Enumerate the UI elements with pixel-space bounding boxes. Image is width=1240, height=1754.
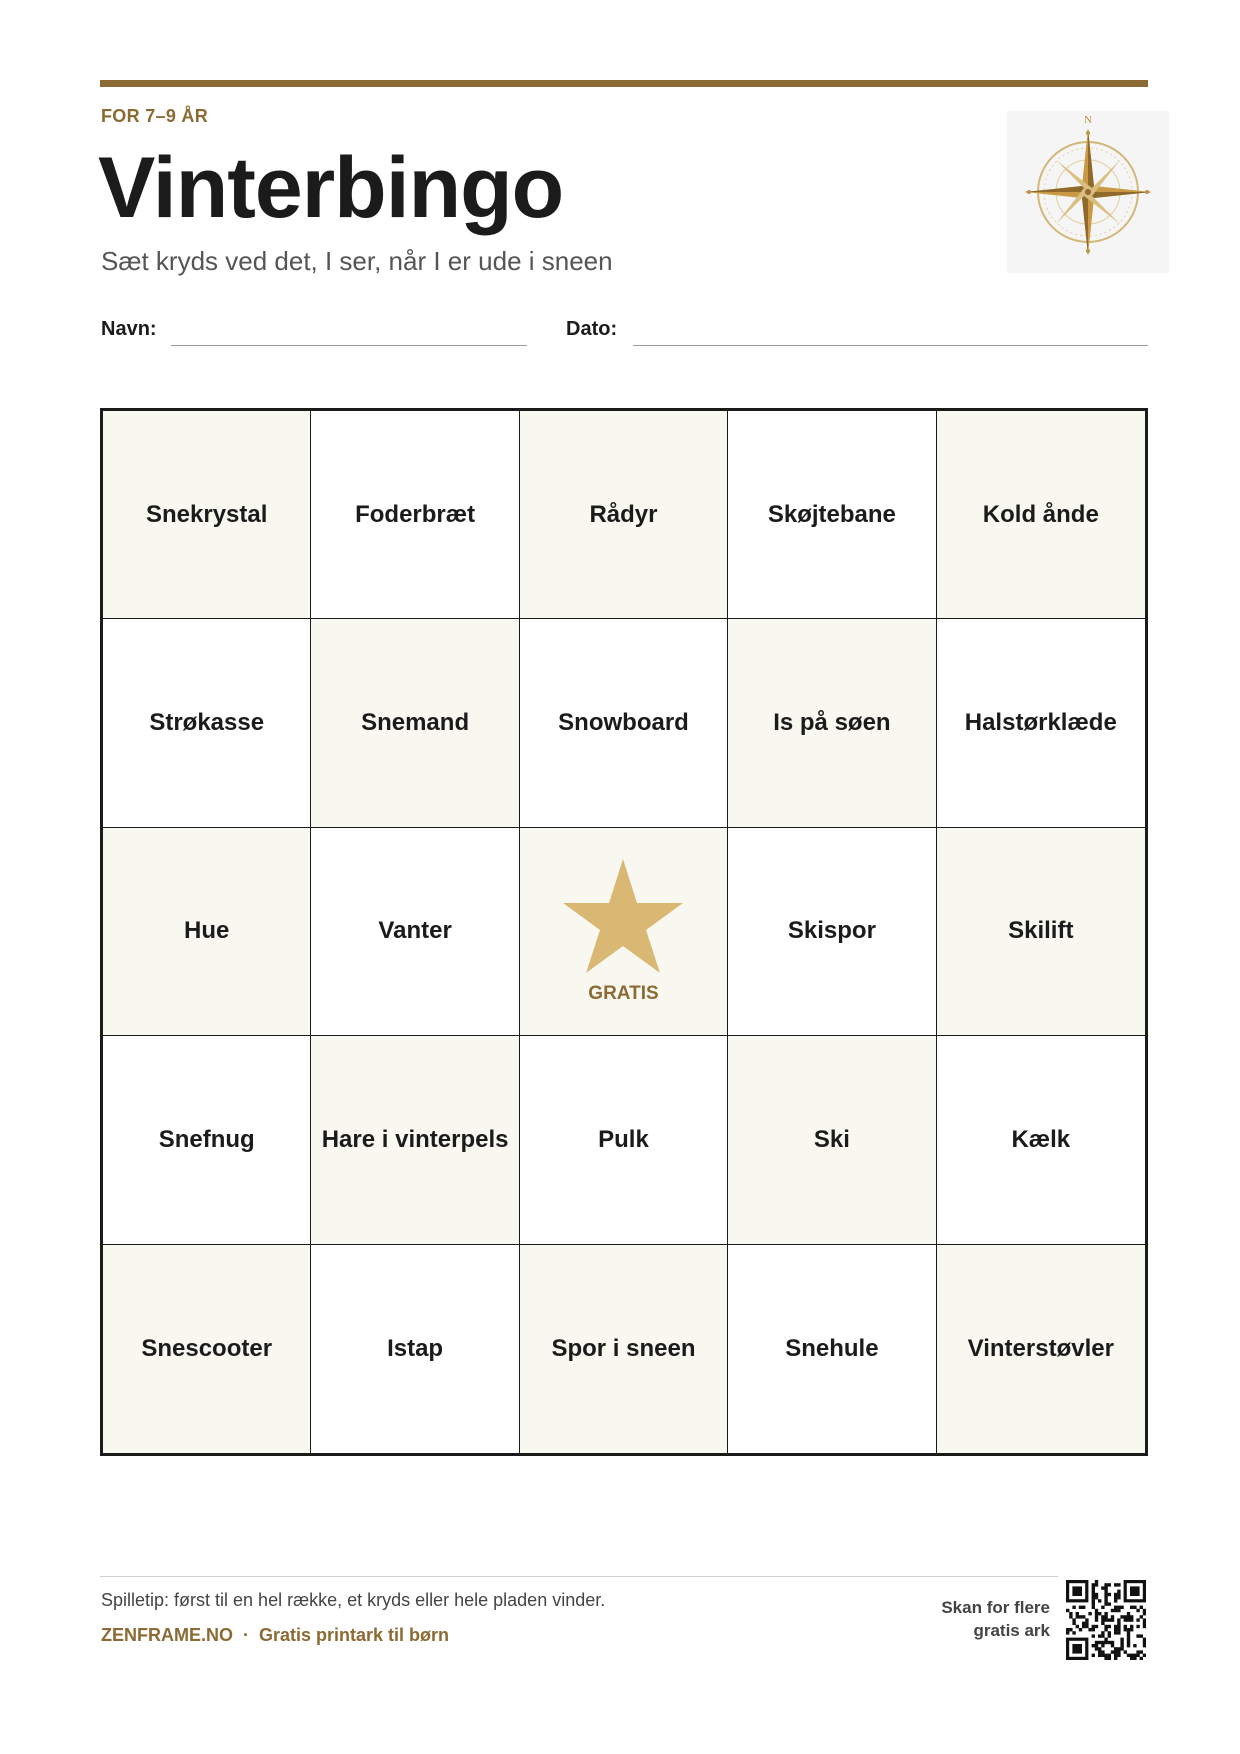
star-icon bbox=[561, 857, 685, 975]
bingo-cell[interactable]: Vanter bbox=[311, 828, 519, 1036]
age-label: FOR 7–9 ÅR bbox=[101, 106, 209, 126]
bingo-cell[interactable]: Kold ånde bbox=[937, 411, 1145, 619]
compass-rose-icon bbox=[1007, 111, 1169, 273]
bingo-grid bbox=[100, 408, 1148, 1456]
brand-tagline: Gratis printark til børn bbox=[259, 1625, 450, 1645]
free-space-cell[interactable] bbox=[520, 828, 728, 1036]
bingo-cell[interactable]: Strøkasse bbox=[103, 619, 311, 827]
bingo-cell[interactable]: Snehule bbox=[728, 1245, 936, 1453]
brand-separator: · bbox=[243, 1625, 249, 1645]
bingo-cell[interactable]: Pulk bbox=[520, 1036, 728, 1244]
bingo-cell[interactable]: Kælk bbox=[937, 1036, 1145, 1244]
scan-caption bbox=[941, 1597, 1050, 1643]
bingo-cell[interactable]: Snemand bbox=[311, 619, 519, 827]
date-field[interactable] bbox=[633, 345, 1148, 346]
bingo-cell[interactable]: Hare i vinterpels bbox=[311, 1036, 519, 1244]
bingo-cell[interactable]: Foderbræt bbox=[311, 411, 519, 619]
page-subtitle: Sæt kryds ved det, I ser, når I er ude i sneen bbox=[101, 246, 613, 276]
bingo-cell[interactable]: Snefnug bbox=[103, 1036, 311, 1244]
bingo-cell[interactable]: Snowboard bbox=[520, 619, 728, 827]
bingo-cell[interactable]: Istap bbox=[311, 1245, 519, 1453]
bingo-cell[interactable]: Ski bbox=[728, 1036, 936, 1244]
bingo-cell[interactable]: Skilift bbox=[937, 828, 1145, 1036]
bingo-cell[interactable]: Snekrystal bbox=[103, 411, 311, 619]
name-field[interactable] bbox=[171, 345, 527, 346]
bingo-cell[interactable]: Skispor bbox=[728, 828, 936, 1036]
brand-line bbox=[101, 1625, 449, 1646]
bingo-cell[interactable]: Hue bbox=[103, 828, 311, 1036]
bingo-cell[interactable]: Spor i sneen bbox=[520, 1245, 728, 1453]
scan-caption-line-2: gratis ark bbox=[973, 1620, 1050, 1640]
footer-divider bbox=[100, 1576, 1058, 1577]
bingo-cell[interactable]: Halstørklæde bbox=[937, 619, 1145, 827]
game-tip: Spilletip: først til en hel række, et kryds eller hele pladen vinder. bbox=[101, 1590, 606, 1610]
top-accent-rule bbox=[100, 80, 1148, 87]
bingo-cell[interactable]: Snescooter bbox=[103, 1245, 311, 1453]
compass-north-letter: N bbox=[1084, 114, 1092, 126]
name-label: Navn: bbox=[101, 318, 157, 340]
page-title: Vinterbingo bbox=[98, 140, 564, 236]
free-space-label: GRATIS bbox=[588, 983, 659, 1005]
brand-link[interactable]: ZENFRAME.NO bbox=[101, 1625, 233, 1645]
scan-caption-line-1: Skan for flere bbox=[941, 1598, 1050, 1617]
bingo-cell[interactable]: Vinterstøvler bbox=[937, 1245, 1145, 1453]
date-label: Dato: bbox=[566, 318, 618, 340]
qr-code-icon[interactable] bbox=[1066, 1580, 1146, 1660]
bingo-cell[interactable]: Is på søen bbox=[728, 619, 936, 827]
bingo-cell[interactable]: Rådyr bbox=[520, 411, 728, 619]
bingo-cell[interactable]: Skøjtebane bbox=[728, 411, 936, 619]
